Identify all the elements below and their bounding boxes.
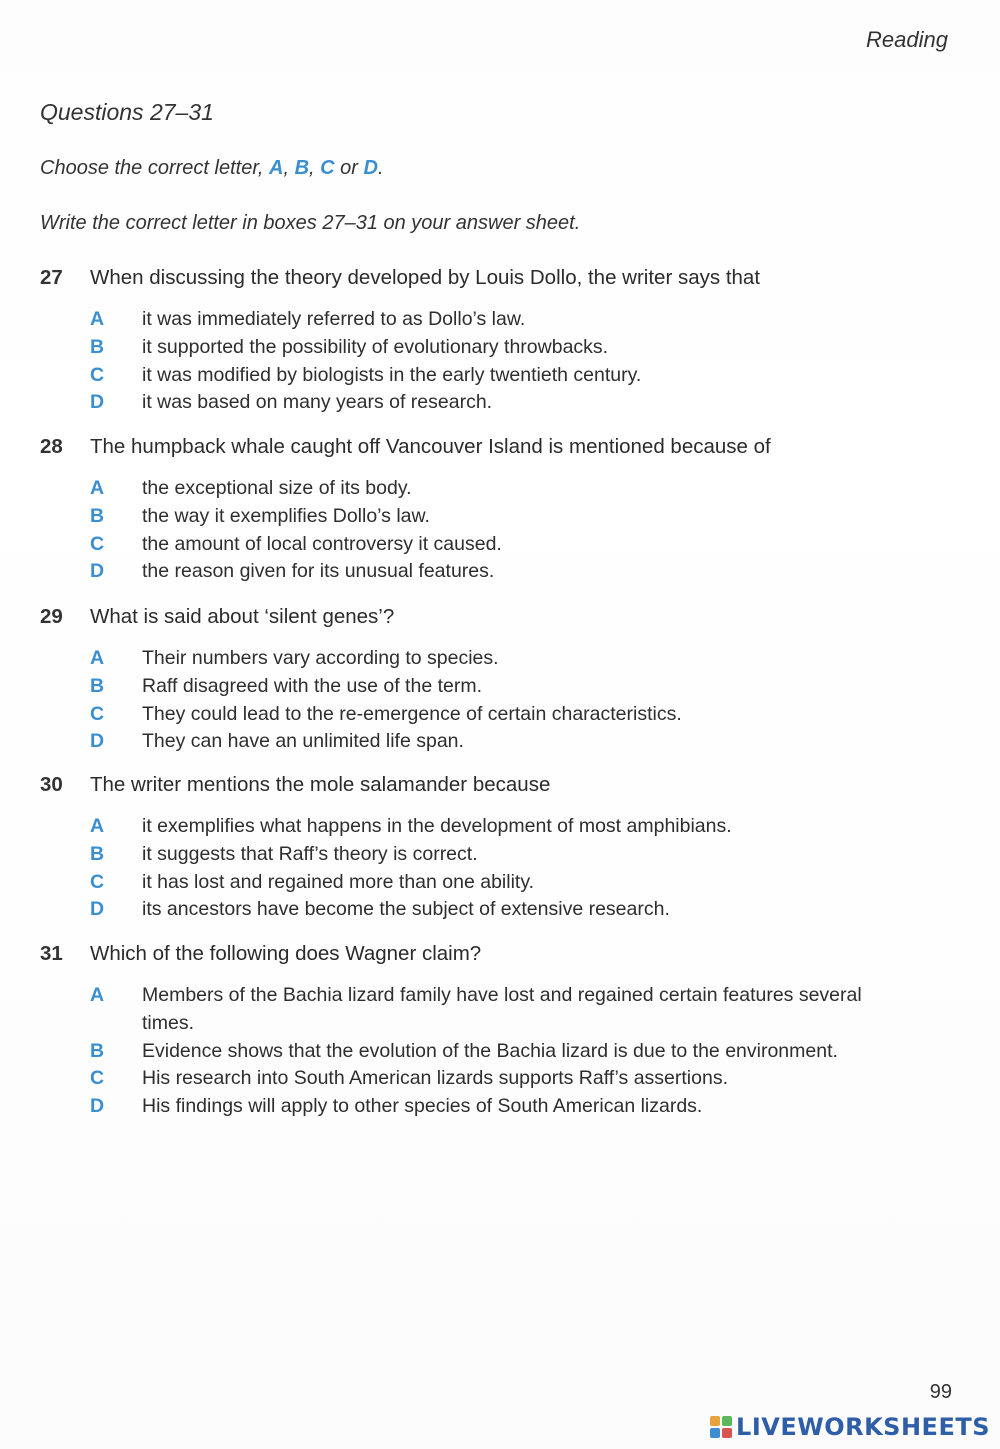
- questions-heading: Questions 27–31: [40, 99, 214, 125]
- option-text: it was modified by biologists in the early twentieth century.: [142, 363, 642, 386]
- option-text: it was based on many years of research.: [142, 391, 493, 414]
- option-text: it was immediately referred to as Dollo’s law.: [142, 308, 526, 330]
- option-letter: D: [90, 391, 105, 414]
- instruction-suffix: .: [377, 157, 384, 179]
- option-letter: D: [90, 1095, 105, 1118]
- watermark-text: LIVEWORKSHEETS: [736, 1413, 990, 1441]
- option-text: it exemplifies what happens in the development of most amphibians.: [142, 815, 732, 837]
- option-text: His research into South American lizards supports Raff’s assertions.: [142, 1067, 728, 1090]
- option-text: it suggests that Raff’s theory is correct.: [142, 842, 478, 865]
- option-text: They can have an unlimited life span.: [142, 730, 464, 753]
- option-text: Raff disagreed with the use of the term.: [142, 674, 482, 697]
- option-list: [90, 645, 940, 756]
- question-29: [40, 603, 940, 756]
- question-stem: [40, 603, 940, 631]
- option-b[interactable]: [90, 1038, 880, 1066]
- option-d[interactable]: [90, 896, 940, 924]
- option-text: Members of the Bachia lizard family have lost and regained certain features several times.: [142, 984, 862, 1034]
- option-letter: A: [90, 647, 105, 669]
- question-31: [40, 940, 940, 1121]
- instruction-prefix: Choose the correct letter,: [40, 157, 270, 179]
- option-c[interactable]: [90, 869, 940, 897]
- option-text: its ancestors have become the subject of extensive research.: [142, 898, 670, 921]
- question-text: The humpback whale caught off Vancouver Island is mentioned because of: [90, 435, 771, 458]
- option-letter: C: [90, 363, 105, 386]
- option-letter: A: [90, 308, 105, 330]
- option-a[interactable]: [90, 645, 940, 673]
- option-text: Evidence shows that the evolution of the Bachia lizard is due to the environment.: [142, 1039, 838, 1062]
- option-letter: A: [90, 984, 105, 1006]
- option-d[interactable]: [90, 1093, 880, 1121]
- option-c[interactable]: [90, 1065, 880, 1093]
- question-stem: [40, 940, 940, 968]
- option-list: [90, 813, 940, 924]
- question-number: 30: [40, 773, 63, 796]
- instruction-letter-c: C: [320, 157, 335, 179]
- instruction-choose-letter: [40, 157, 384, 180]
- question-stem: [40, 433, 940, 461]
- option-letter: B: [90, 1039, 105, 1062]
- question-28: [40, 433, 940, 586]
- question-text: When discussing the theory developed by Louis Dollo, the writer says that: [90, 266, 761, 289]
- question-27: [40, 264, 940, 417]
- option-letter: A: [90, 815, 105, 837]
- option-list: [90, 306, 940, 417]
- question-text: Which of the following does Wagner claim?: [90, 942, 482, 965]
- option-text: the amount of local controversy it caused.: [142, 532, 502, 555]
- option-letter: C: [90, 702, 105, 725]
- option-letter: C: [90, 532, 105, 555]
- instruction-sep: ,: [309, 157, 321, 179]
- option-letter: D: [90, 560, 105, 583]
- option-letter: A: [90, 477, 105, 499]
- instruction-letter-d: D: [363, 157, 378, 179]
- option-letter: C: [90, 870, 105, 893]
- option-letter: C: [90, 1067, 105, 1090]
- option-c[interactable]: [90, 531, 940, 559]
- option-b[interactable]: [90, 841, 940, 869]
- instruction-sep: ,: [283, 157, 295, 179]
- option-text: His findings will apply to other species of South American lizards.: [142, 1095, 703, 1118]
- page-number: 99: [929, 1381, 952, 1403]
- option-b[interactable]: [90, 334, 940, 362]
- option-letter: B: [90, 504, 105, 527]
- option-list: [90, 982, 880, 1121]
- option-b[interactable]: [90, 673, 940, 701]
- liveworksheets-logo-icon: [710, 1416, 732, 1438]
- option-c[interactable]: [90, 362, 940, 390]
- option-letter: D: [90, 730, 105, 753]
- question-number: 31: [40, 942, 63, 965]
- option-a[interactable]: [90, 813, 940, 841]
- option-a[interactable]: [90, 306, 940, 334]
- option-b[interactable]: [90, 503, 940, 531]
- option-a[interactable]: [90, 982, 880, 1038]
- question-text: What is said about ‘silent genes’?: [90, 605, 395, 628]
- option-letter: B: [90, 842, 105, 865]
- option-text: the exceptional size of its body.: [142, 477, 412, 499]
- question-number: 29: [40, 605, 63, 628]
- option-text: They could lead to the re-emergence of certain characteristics.: [142, 702, 682, 725]
- liveworksheets-watermark[interactable]: [710, 1413, 990, 1441]
- option-letter: D: [90, 898, 105, 921]
- option-text: it has lost and regained more than one ability.: [142, 870, 535, 893]
- option-d[interactable]: [90, 558, 940, 586]
- instruction-write-letter: Write the correct letter in boxes 27–31 on your answer sheet.: [40, 212, 581, 234]
- option-d[interactable]: [90, 389, 940, 417]
- option-list: [90, 475, 940, 586]
- option-text: the way it exemplifies Dollo’s law.: [142, 504, 430, 527]
- option-text: it supported the possibility of evolutionary throwbacks.: [142, 335, 609, 358]
- option-text: Their numbers vary according to species.: [142, 647, 499, 669]
- instruction-letter-a: A: [269, 157, 284, 179]
- instruction-letter-b: B: [294, 157, 310, 179]
- question-30: [40, 771, 940, 924]
- question-stem: [40, 771, 940, 799]
- section-label: Reading: [866, 27, 948, 52]
- option-letter: B: [90, 674, 105, 697]
- option-d[interactable]: [90, 728, 940, 756]
- question-stem: [40, 264, 940, 292]
- option-c[interactable]: [90, 701, 940, 729]
- option-text: the reason given for its unusual features.: [142, 560, 495, 583]
- question-number: 28: [40, 435, 63, 458]
- question-number: 27: [40, 266, 63, 289]
- question-text: The writer mentions the mole salamander because: [90, 773, 551, 796]
- option-a[interactable]: [90, 475, 940, 503]
- option-letter: B: [90, 335, 105, 358]
- instruction-sep: or: [334, 157, 364, 179]
